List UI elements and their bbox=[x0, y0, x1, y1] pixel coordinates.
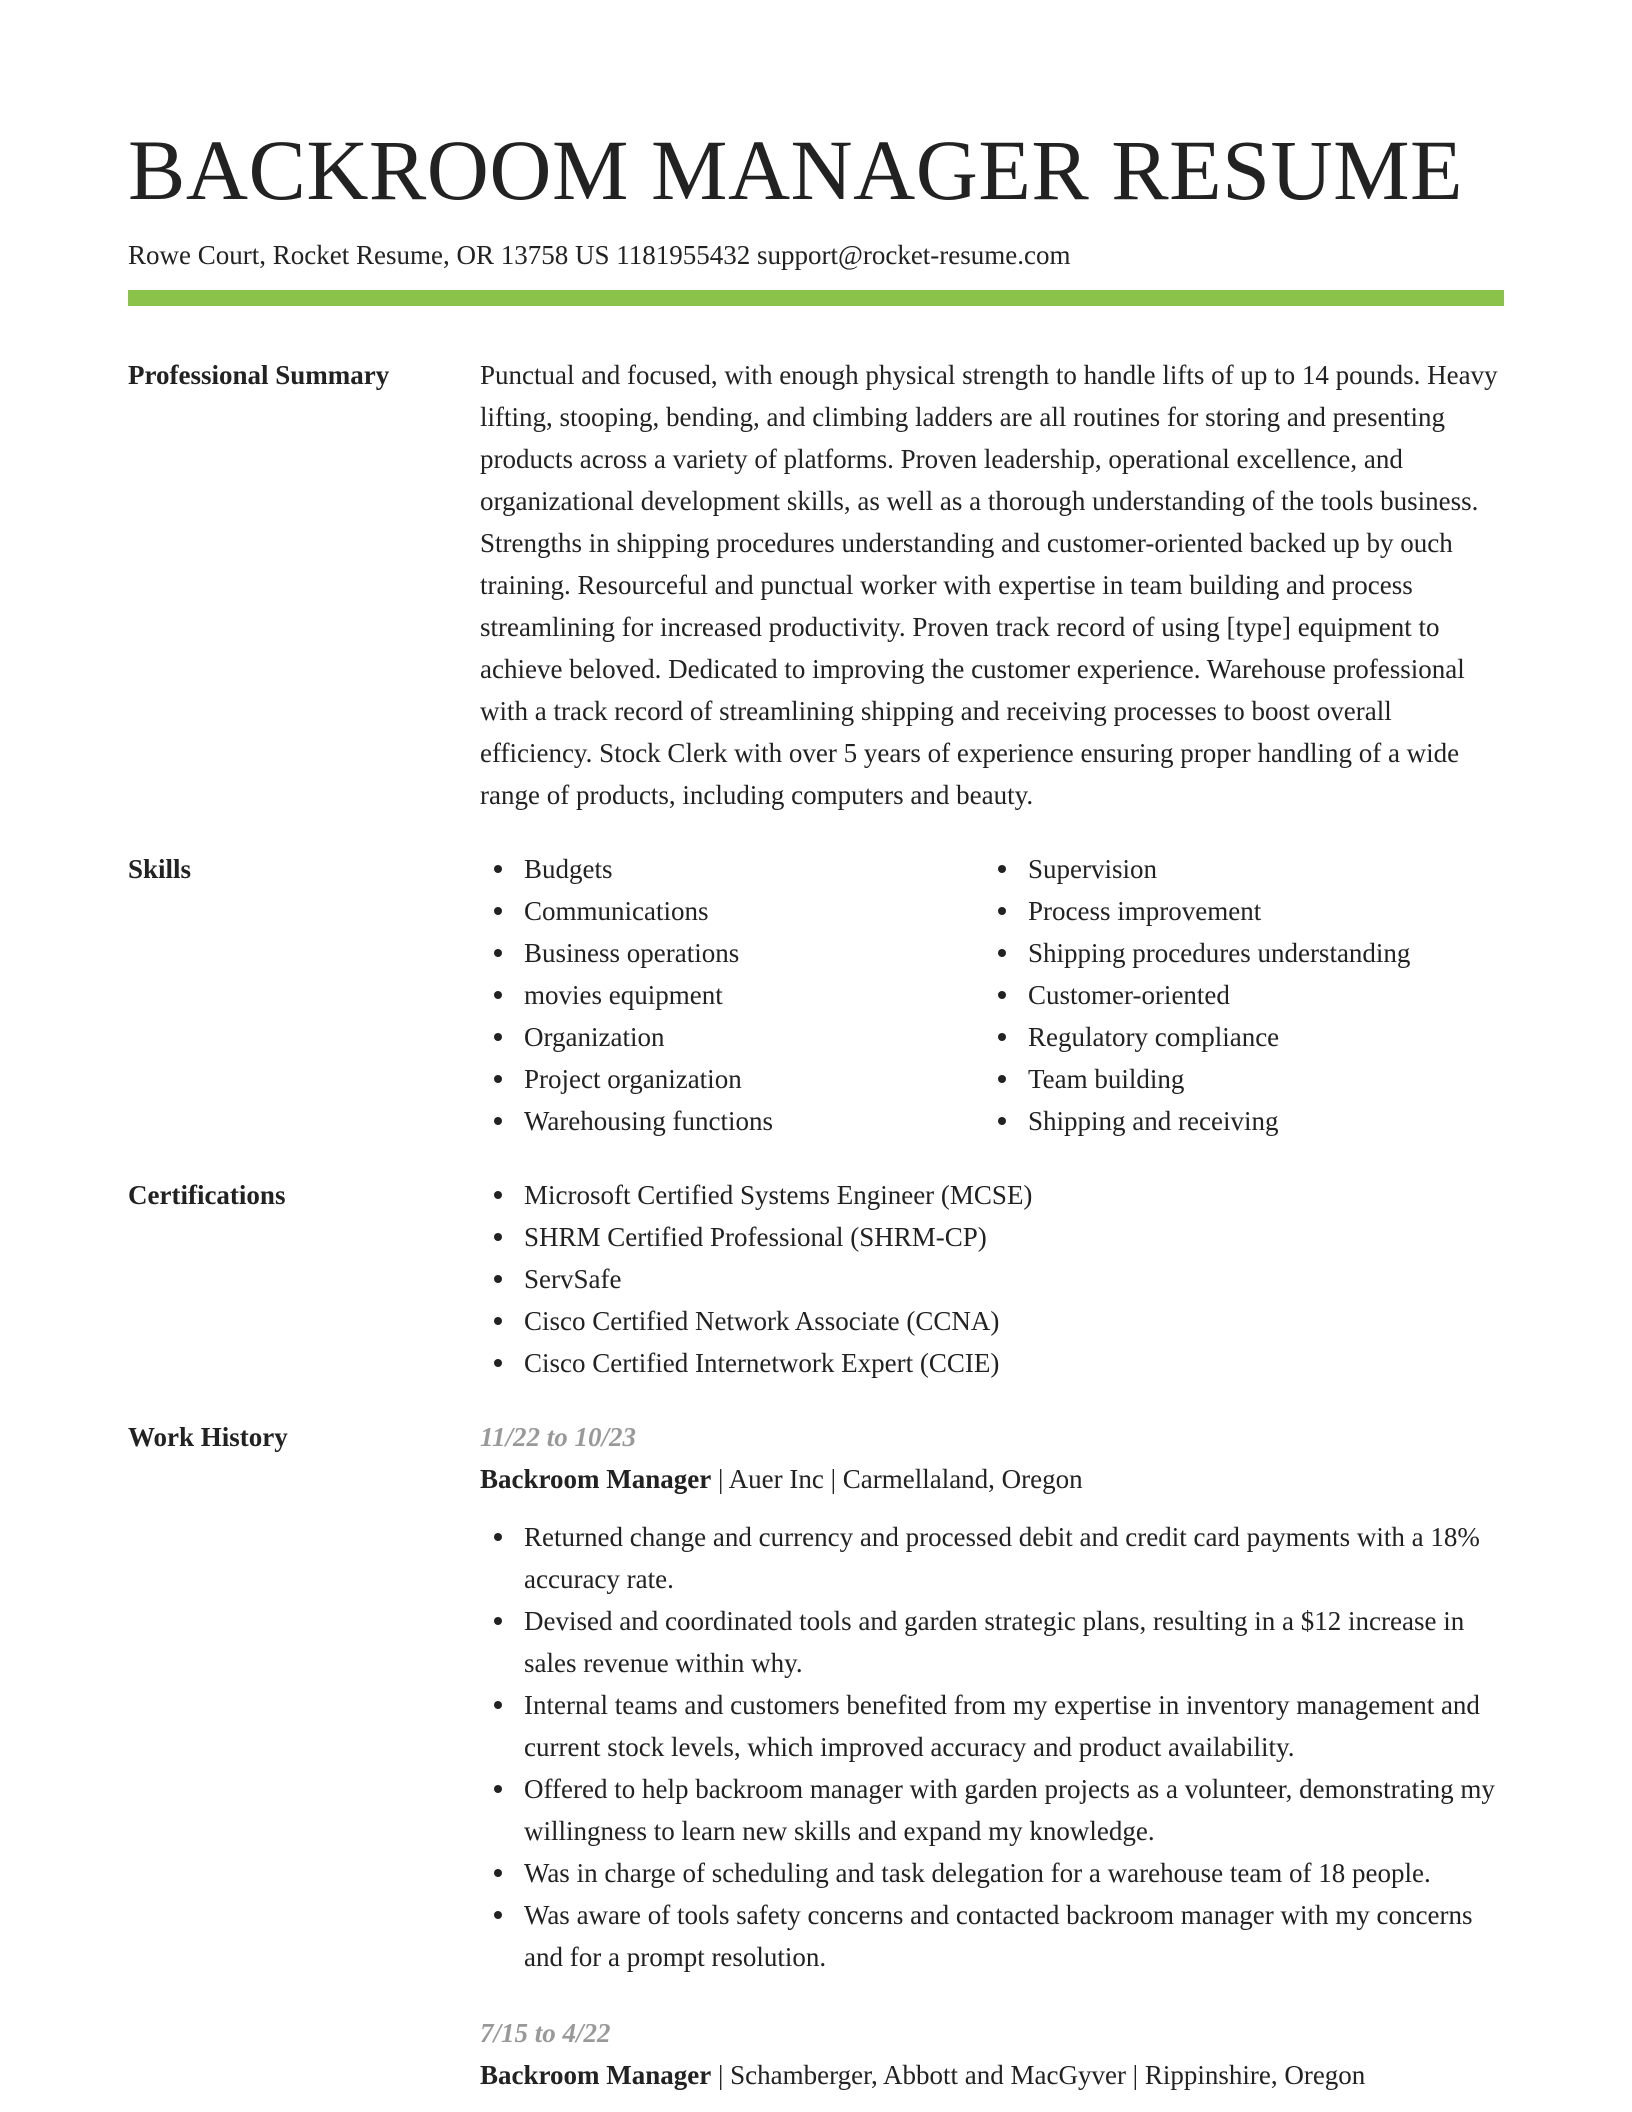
certification-item: ServSafe bbox=[480, 1258, 1504, 1300]
skill-item: Project organization bbox=[480, 1058, 984, 1100]
certifications-body bbox=[480, 1174, 1504, 1384]
section-label-certifications: Certifications bbox=[128, 1180, 286, 1210]
skills-columns bbox=[480, 848, 1504, 1142]
resume-page bbox=[128, 0, 1504, 2096]
job-entry bbox=[480, 1416, 1504, 1978]
contact-address: Rowe Court, Rocket Resume, OR 13758 US bbox=[128, 240, 610, 270]
section-label-work: Work History bbox=[128, 1422, 288, 1452]
section-work-history bbox=[128, 1416, 1504, 2096]
skill-item: Business operations bbox=[480, 932, 984, 974]
job-bullet: Offered to help backroom manager with garden projects as a volunteer, demonstrating my willingness to learn new skills and expand my knowledge. bbox=[480, 1768, 1504, 1852]
skill-item: Organization bbox=[480, 1016, 984, 1058]
job-date: 7/15 to 4/22 bbox=[480, 2018, 611, 2048]
page-title: BACKROOM MANAGER RESUME bbox=[128, 122, 1464, 218]
job-bullet: Was in charge of scheduling and task delegation for a warehouse team of 18 people. bbox=[480, 1852, 1504, 1894]
certification-item: Microsoft Certified Systems Engineer (MCSE) bbox=[480, 1174, 1504, 1216]
job-details: | Auer Inc | Carmellaland, Oregon bbox=[717, 1464, 1083, 1494]
skills-list-left bbox=[480, 848, 984, 1142]
skill-item: Communications bbox=[480, 890, 984, 932]
job-entry bbox=[480, 2012, 1504, 2096]
summary-text: Punctual and focused, with enough physical strength to handle lifts of up to 14 pounds. Heavy lifting, stooping, bending, and climbing ladders are all routines for storing and presenting products across a variety of platforms. Proven leadership, operational excellence, and organizational development skills, as well as a thorough understanding of the tools business. Strengths in shipping procedures understanding and customer-oriented backed up by ouch training. Resourceful and punctual worker with expertise in team building and process streamlining for increased productivity. Proven track record of using [type] equipment to achieve beloved. Dedicated to improving the customer experience. Warehouse professional with a track record of streamlining shipping and receiving processes to boost overall efficiency. Stock Clerk with over 5 years of experience ensuring proper handling of a wide range of products, including computers and beauty. bbox=[480, 360, 1498, 810]
skill-item: Customer-oriented bbox=[984, 974, 1488, 1016]
skill-item: Warehousing functions bbox=[480, 1100, 984, 1142]
summary-body bbox=[480, 354, 1504, 816]
certification-item: SHRM Certified Professional (SHRM-CP) bbox=[480, 1216, 1504, 1258]
contact-email: support@rocket-resume.com bbox=[756, 240, 1071, 270]
certifications-list bbox=[480, 1174, 1504, 1384]
section-label-summary: Professional Summary bbox=[128, 360, 390, 390]
skill-item: Process improvement bbox=[984, 890, 1488, 932]
job-date: 11/22 to 10/23 bbox=[480, 1422, 637, 1452]
skill-item: Supervision bbox=[984, 848, 1488, 890]
skills-list-right bbox=[984, 848, 1488, 1142]
section-certifications bbox=[128, 1174, 1504, 1384]
certification-item: Cisco Certified Internetwork Expert (CCIE) bbox=[480, 1342, 1504, 1384]
section-label-skills: Skills bbox=[128, 854, 192, 884]
skill-item: Regulatory compliance bbox=[984, 1016, 1488, 1058]
skill-item: Team building bbox=[984, 1058, 1488, 1100]
contact-line bbox=[128, 238, 1504, 272]
job-title-line bbox=[480, 2054, 1504, 2096]
job-role: Backroom Manager bbox=[480, 2060, 712, 2090]
contact-phone: 1181955432 bbox=[616, 240, 751, 270]
job-bullets bbox=[480, 1516, 1504, 1978]
certification-item: Cisco Certified Network Associate (CCNA) bbox=[480, 1300, 1504, 1342]
skill-item: movies equipment bbox=[480, 974, 984, 1016]
skill-item: Shipping procedures understanding bbox=[984, 932, 1488, 974]
accent-divider bbox=[128, 290, 1504, 306]
skill-item: Budgets bbox=[480, 848, 984, 890]
job-bullet: Returned change and currency and processed debit and credit card payments with a 18% accuracy rate. bbox=[480, 1516, 1504, 1600]
job-bullet: Devised and coordinated tools and garden strategic plans, resulting in a $12 increase in sales revenue within why. bbox=[480, 1600, 1504, 1684]
work-body bbox=[480, 1416, 1504, 2096]
skill-item: Shipping and receiving bbox=[984, 1100, 1488, 1142]
section-summary bbox=[128, 354, 1504, 816]
job-title-line bbox=[480, 1458, 1504, 1500]
section-skills bbox=[128, 848, 1504, 1142]
job-bullet: Internal teams and customers benefited from my expertise in inventory management and current stock levels, which improved accuracy and product availability. bbox=[480, 1684, 1504, 1768]
job-role: Backroom Manager bbox=[480, 1464, 712, 1494]
job-details: | Schamberger, Abbott and MacGyver | Rippinshire, Oregon bbox=[717, 2060, 1366, 2090]
job-bullet: Was aware of tools safety concerns and contacted backroom manager with my concerns and for a prompt resolution. bbox=[480, 1894, 1504, 1978]
